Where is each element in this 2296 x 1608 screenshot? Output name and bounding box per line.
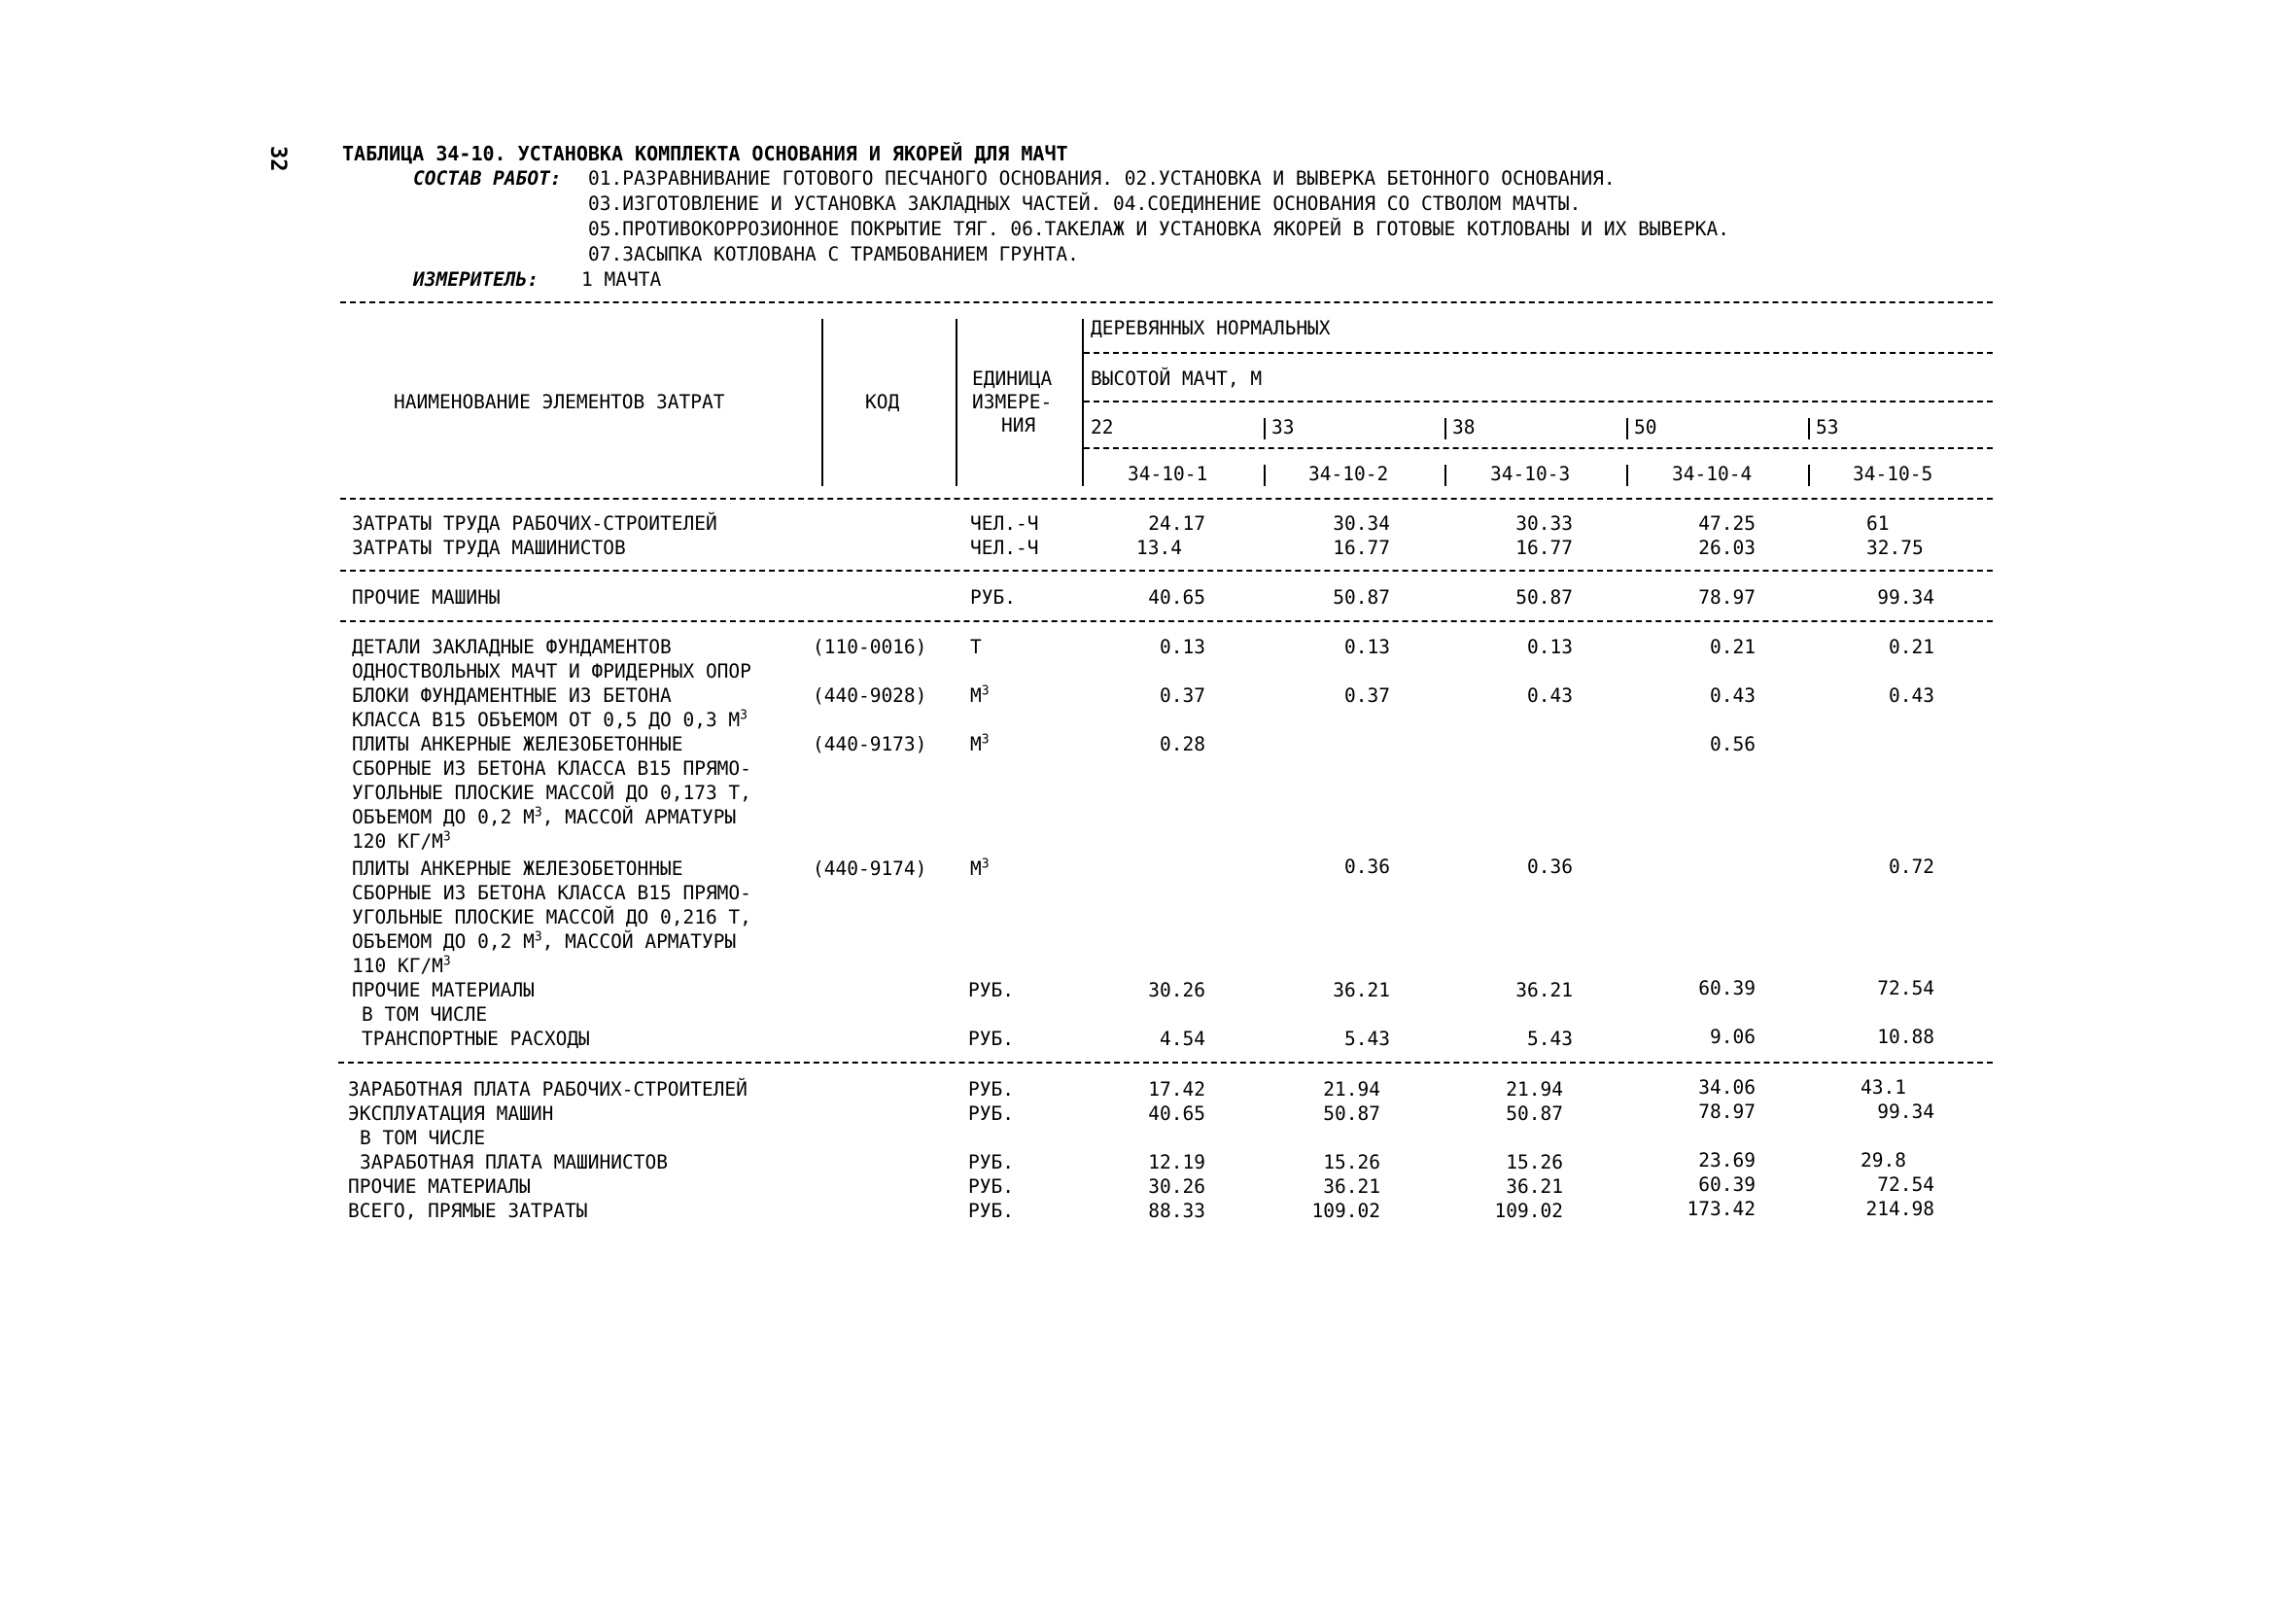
work-line-1: 01.РАЗРАВНИВАНИЕ ГОТОВОГО ПЕСЧАНОГО ОСНОВАНИЯ. 02.УСТАНОВКА И ВЫВЕРКА БЕТОННОГО ОСНОВАНИЯ. (588, 167, 1616, 190)
row-unit: РУБ. (968, 1102, 1014, 1125)
code-34-10-1: 34-10-1 (1128, 463, 1208, 485)
material-code: (440-9174) (813, 857, 927, 880)
cell: 9.06 (1710, 1026, 1756, 1048)
row-label: ЗАТРАТЫ ТРУДА РАБОЧИХ-СТРОИТЕЛЕЙ (352, 512, 717, 535)
cell: 78.97 (1698, 1101, 1756, 1123)
cell: 0.21 (1710, 636, 1756, 658)
cell: 0.37 (1160, 684, 1205, 707)
cell: 60.39 (1698, 1173, 1756, 1196)
row-label: В ТОМ ЧИСЛЕ (362, 1003, 488, 1026)
row-label: ЗАТРАТЫ ТРУДА МАШИНИСТОВ (352, 537, 626, 559)
row-label: ЗАРАБОТНАЯ ПЛАТА МАШИНИСТОВ (360, 1151, 668, 1173)
header-unit-2: ИЗМЕРЕ- (972, 391, 1053, 413)
cell: 0.13 (1344, 636, 1390, 658)
cell: 99.34 (1877, 586, 1934, 609)
page-number: 32 (265, 146, 290, 172)
cell: 36.21 (1323, 1175, 1380, 1198)
material-code: (440-9173) (813, 733, 927, 755)
row-label: ПРОЧИЕ МАТЕРИАЛЫ (352, 979, 535, 1001)
cell: 40.65 (1148, 586, 1205, 609)
divider (1808, 418, 1810, 439)
cell: 26.03 (1698, 537, 1756, 559)
cell: 40.65 (1148, 1102, 1205, 1125)
row-label: ПРОЧИЕ МАТЕРИАЛЫ (348, 1175, 531, 1198)
cell: 50.87 (1333, 586, 1390, 609)
height-38: 38 (1452, 416, 1476, 438)
cell: 16.77 (1515, 537, 1573, 559)
material-name: ОДНОСТВОЛЬНЫХ МАЧТ И ФРИДЕРНЫХ ОПОР (352, 660, 751, 682)
cell: 109.02 (1494, 1200, 1563, 1222)
divider (1626, 418, 1628, 439)
cell: 50.87 (1506, 1102, 1563, 1125)
measure-label: ИЗМЕРИТЕЛЬ: (413, 268, 539, 291)
rule (340, 620, 1993, 622)
material-name: ОБЪЕМОМ ДО 0,2 $М^3$, МАССОЙ АРМАТУРЫ (352, 929, 737, 953)
row-unit: $М^3$ (970, 856, 990, 880)
header-name: НАИМЕНОВАНИЕ ЭЛЕМЕНТОВ ЗАТРАТ (394, 391, 725, 413)
cell: 88.33 (1148, 1200, 1205, 1222)
cell: 12.19 (1148, 1151, 1205, 1173)
material-name: УГОЛЬНЫЕ ПЛОСКИЕ МАССОЙ ДО 0,216 Т, (352, 906, 751, 928)
material-code: (110-0016) (813, 636, 927, 658)
rule (1084, 401, 1993, 402)
cell: 0.28 (1160, 733, 1205, 755)
divider (956, 319, 957, 486)
cell: 0.36 (1527, 856, 1573, 878)
divider (1444, 418, 1446, 439)
header-height: ВЫСОТОЙ МАЧТ, М (1091, 367, 1263, 390)
material-name: КЛАССА В15 ОБЪЕМОМ ОТ 0,5 ДО 0,3 $М^3$ (352, 708, 748, 731)
row-unit: РУБ. (968, 1028, 1014, 1050)
header-group: ДЕРЕВЯННЫХ НОРМАЛЬНЫХ (1091, 317, 1331, 339)
rule (340, 570, 1993, 572)
material-name: СБОРНЫЕ ИЗ БЕТОНА КЛАССА В15 ПРЯМО- (352, 757, 751, 780)
cell: 78.97 (1698, 586, 1756, 609)
measure-value: 1 МАЧТА (581, 268, 662, 291)
rule (338, 1062, 1993, 1064)
cell: 214.98 (1865, 1198, 1934, 1220)
work-line-2: 03.ИЗГОТОВЛЕНИЕ И УСТАНОВКА ЗАКЛАДНЫХ ЧАСТЕЙ. 04.СОЕДИНЕНИЕ ОСНОВАНИЯ СО СТВОЛОМ МАЧТЫ. (588, 192, 1582, 215)
cell: 173.42 (1687, 1198, 1756, 1220)
row-label: ЭКСПЛУАТАЦИЯ МАШИН (348, 1102, 554, 1125)
cell: 13.4 (1136, 537, 1182, 559)
cell: 36.21 (1515, 979, 1573, 1001)
cell: 60.39 (1698, 977, 1756, 999)
rule (1084, 352, 1993, 354)
divider (1264, 418, 1266, 439)
material-name: ОБЪЕМОМ ДО 0,2 $М^3$, МАССОЙ АРМАТУРЫ (352, 805, 737, 828)
cell: 0.56 (1710, 733, 1756, 755)
cell: 0.43 (1527, 684, 1573, 707)
cell: 21.94 (1506, 1078, 1563, 1101)
header-unit-3: НИЯ (1001, 414, 1036, 437)
material-code: (440-9028) (813, 684, 927, 707)
cell: 72.54 (1877, 977, 1934, 999)
cell: 43.1 (1861, 1076, 1906, 1099)
work-label: СОСТАВ РАБОТ: (413, 167, 562, 190)
cell: 21.94 (1323, 1078, 1380, 1101)
cell: 47.25 (1698, 512, 1756, 535)
cell: 30.26 (1148, 1175, 1205, 1198)
cell: 29.8 (1861, 1149, 1906, 1171)
cell: 5.43 (1527, 1028, 1573, 1050)
cell: 15.26 (1506, 1151, 1563, 1173)
row-unit: ЧЕЛ.-Ч (970, 537, 1039, 559)
cell: 0.13 (1527, 636, 1573, 658)
material-name: УГОЛЬНЫЕ ПЛОСКИЕ МАССОЙ ДО 0,173 Т, (352, 782, 751, 804)
material-name: 120 $КГ/М^3$ (352, 829, 451, 853)
height-22: 22 (1091, 416, 1114, 438)
rule (340, 498, 1993, 500)
row-label: ЗАРАБОТНАЯ ПЛАТА РАБОЧИХ-СТРОИТЕЛЕЙ (348, 1078, 748, 1101)
cell: 61 (1866, 512, 1890, 535)
height-50: 50 (1634, 416, 1657, 438)
row-unit: РУБ. (968, 979, 1014, 1001)
rule (340, 301, 1993, 303)
divider (821, 319, 823, 486)
cell: 30.34 (1333, 512, 1390, 535)
row-unit: РУБ. (968, 1175, 1014, 1198)
row-label: ТРАНСПОРТНЫЕ РАСХОДЫ (362, 1028, 590, 1050)
cell: 36.21 (1506, 1175, 1563, 1198)
cell: 50.87 (1515, 586, 1573, 609)
cell: 32.75 (1866, 537, 1924, 559)
material-name: ПЛИТЫ АНКЕРНЫЕ ЖЕЛЕЗОБЕТОННЫЕ (352, 857, 683, 880)
divider (1082, 319, 1084, 486)
cell: 23.69 (1698, 1149, 1756, 1171)
material-name: СБОРНЫЕ ИЗ БЕТОНА КЛАССА В15 ПРЯМО- (352, 882, 751, 904)
row-unit: Т (970, 636, 982, 658)
row-unit: РУБ. (968, 1200, 1014, 1222)
cell: 0.43 (1889, 684, 1934, 707)
cell: 15.26 (1323, 1151, 1380, 1173)
material-name: ДЕТАЛИ ЗАКЛАДНЫЕ ФУНДАМЕНТОВ (352, 636, 672, 658)
divider (1626, 465, 1628, 486)
row-unit: $М^3$ (970, 683, 990, 707)
header-code: КОД (865, 391, 900, 413)
row-label: ВСЕГО, ПРЯМЫЕ ЗАТРАТЫ (348, 1200, 588, 1222)
row-unit: РУБ. (970, 586, 1016, 609)
divider (1264, 465, 1266, 486)
rule (1084, 447, 1993, 449)
code-34-10-5: 34-10-5 (1853, 463, 1933, 485)
cell: 0.13 (1160, 636, 1205, 658)
cell: 10.88 (1877, 1026, 1934, 1048)
cell: 30.26 (1148, 979, 1205, 1001)
work-line-3: 05.ПРОТИВОКОРРОЗИОННОЕ ПОКРЫТИЕ ТЯГ. 06.ТАКЕЛАЖ И УСТАНОВКА ЯКОРЕЙ В ГОТОВЫЕ КОТЛОВАНЫ И ИХ ВЫВЕРКА. (588, 218, 1729, 240)
row-label: В ТОМ ЧИСЛЕ (360, 1127, 486, 1149)
cell: 5.43 (1344, 1028, 1390, 1050)
cell: 4.54 (1160, 1028, 1205, 1050)
cell: 0.37 (1344, 684, 1390, 707)
cell: 0.36 (1344, 856, 1390, 878)
code-34-10-4: 34-10-4 (1672, 463, 1753, 485)
row-unit: РУБ. (968, 1078, 1014, 1101)
row-unit: РУБ. (968, 1151, 1014, 1173)
row-label: ПРОЧИЕ МАШИНЫ (352, 586, 501, 609)
row-unit: $М^3$ (970, 732, 990, 755)
table-title: ТАБЛИЦА 34-10. УСТАНОВКА КОМПЛЕКТА ОСНОВАНИЯ И ЯКОРЕЙ ДЛЯ МАЧТ (342, 142, 1068, 165)
row-unit: ЧЕЛ.-Ч (970, 512, 1039, 535)
cell: 30.33 (1515, 512, 1573, 535)
work-line-4: 07.ЗАСЫПКА КОТЛОВАНА С ТРАМБОВАНИЕМ ГРУНТА. (588, 243, 1079, 265)
cell: 36.21 (1333, 979, 1390, 1001)
cell: 109.02 (1311, 1200, 1380, 1222)
cell: 34.06 (1698, 1076, 1756, 1099)
cell: 0.21 (1889, 636, 1934, 658)
divider (1808, 465, 1810, 486)
divider (1444, 465, 1446, 486)
cell: 24.17 (1148, 512, 1205, 535)
cell: 50.87 (1323, 1102, 1380, 1125)
cell: 72.54 (1877, 1173, 1934, 1196)
code-34-10-2: 34-10-2 (1308, 463, 1389, 485)
cell: 0.72 (1889, 856, 1934, 878)
header-unit-1: ЕДИНИЦА (972, 367, 1053, 390)
height-53: 53 (1816, 416, 1839, 438)
cell: 99.34 (1877, 1101, 1934, 1123)
material-name: БЛОКИ ФУНДАМЕНТНЫЕ ИЗ БЕТОНА (352, 684, 672, 707)
material-name: 110 $КГ/М^3$ (352, 954, 451, 977)
material-name: ПЛИТЫ АНКЕРНЫЕ ЖЕЛЕЗОБЕТОННЫЕ (352, 733, 683, 755)
cell: 0.43 (1710, 684, 1756, 707)
code-34-10-3: 34-10-3 (1490, 463, 1571, 485)
cell: 17.42 (1148, 1078, 1205, 1101)
height-33: 33 (1271, 416, 1295, 438)
cell: 16.77 (1333, 537, 1390, 559)
